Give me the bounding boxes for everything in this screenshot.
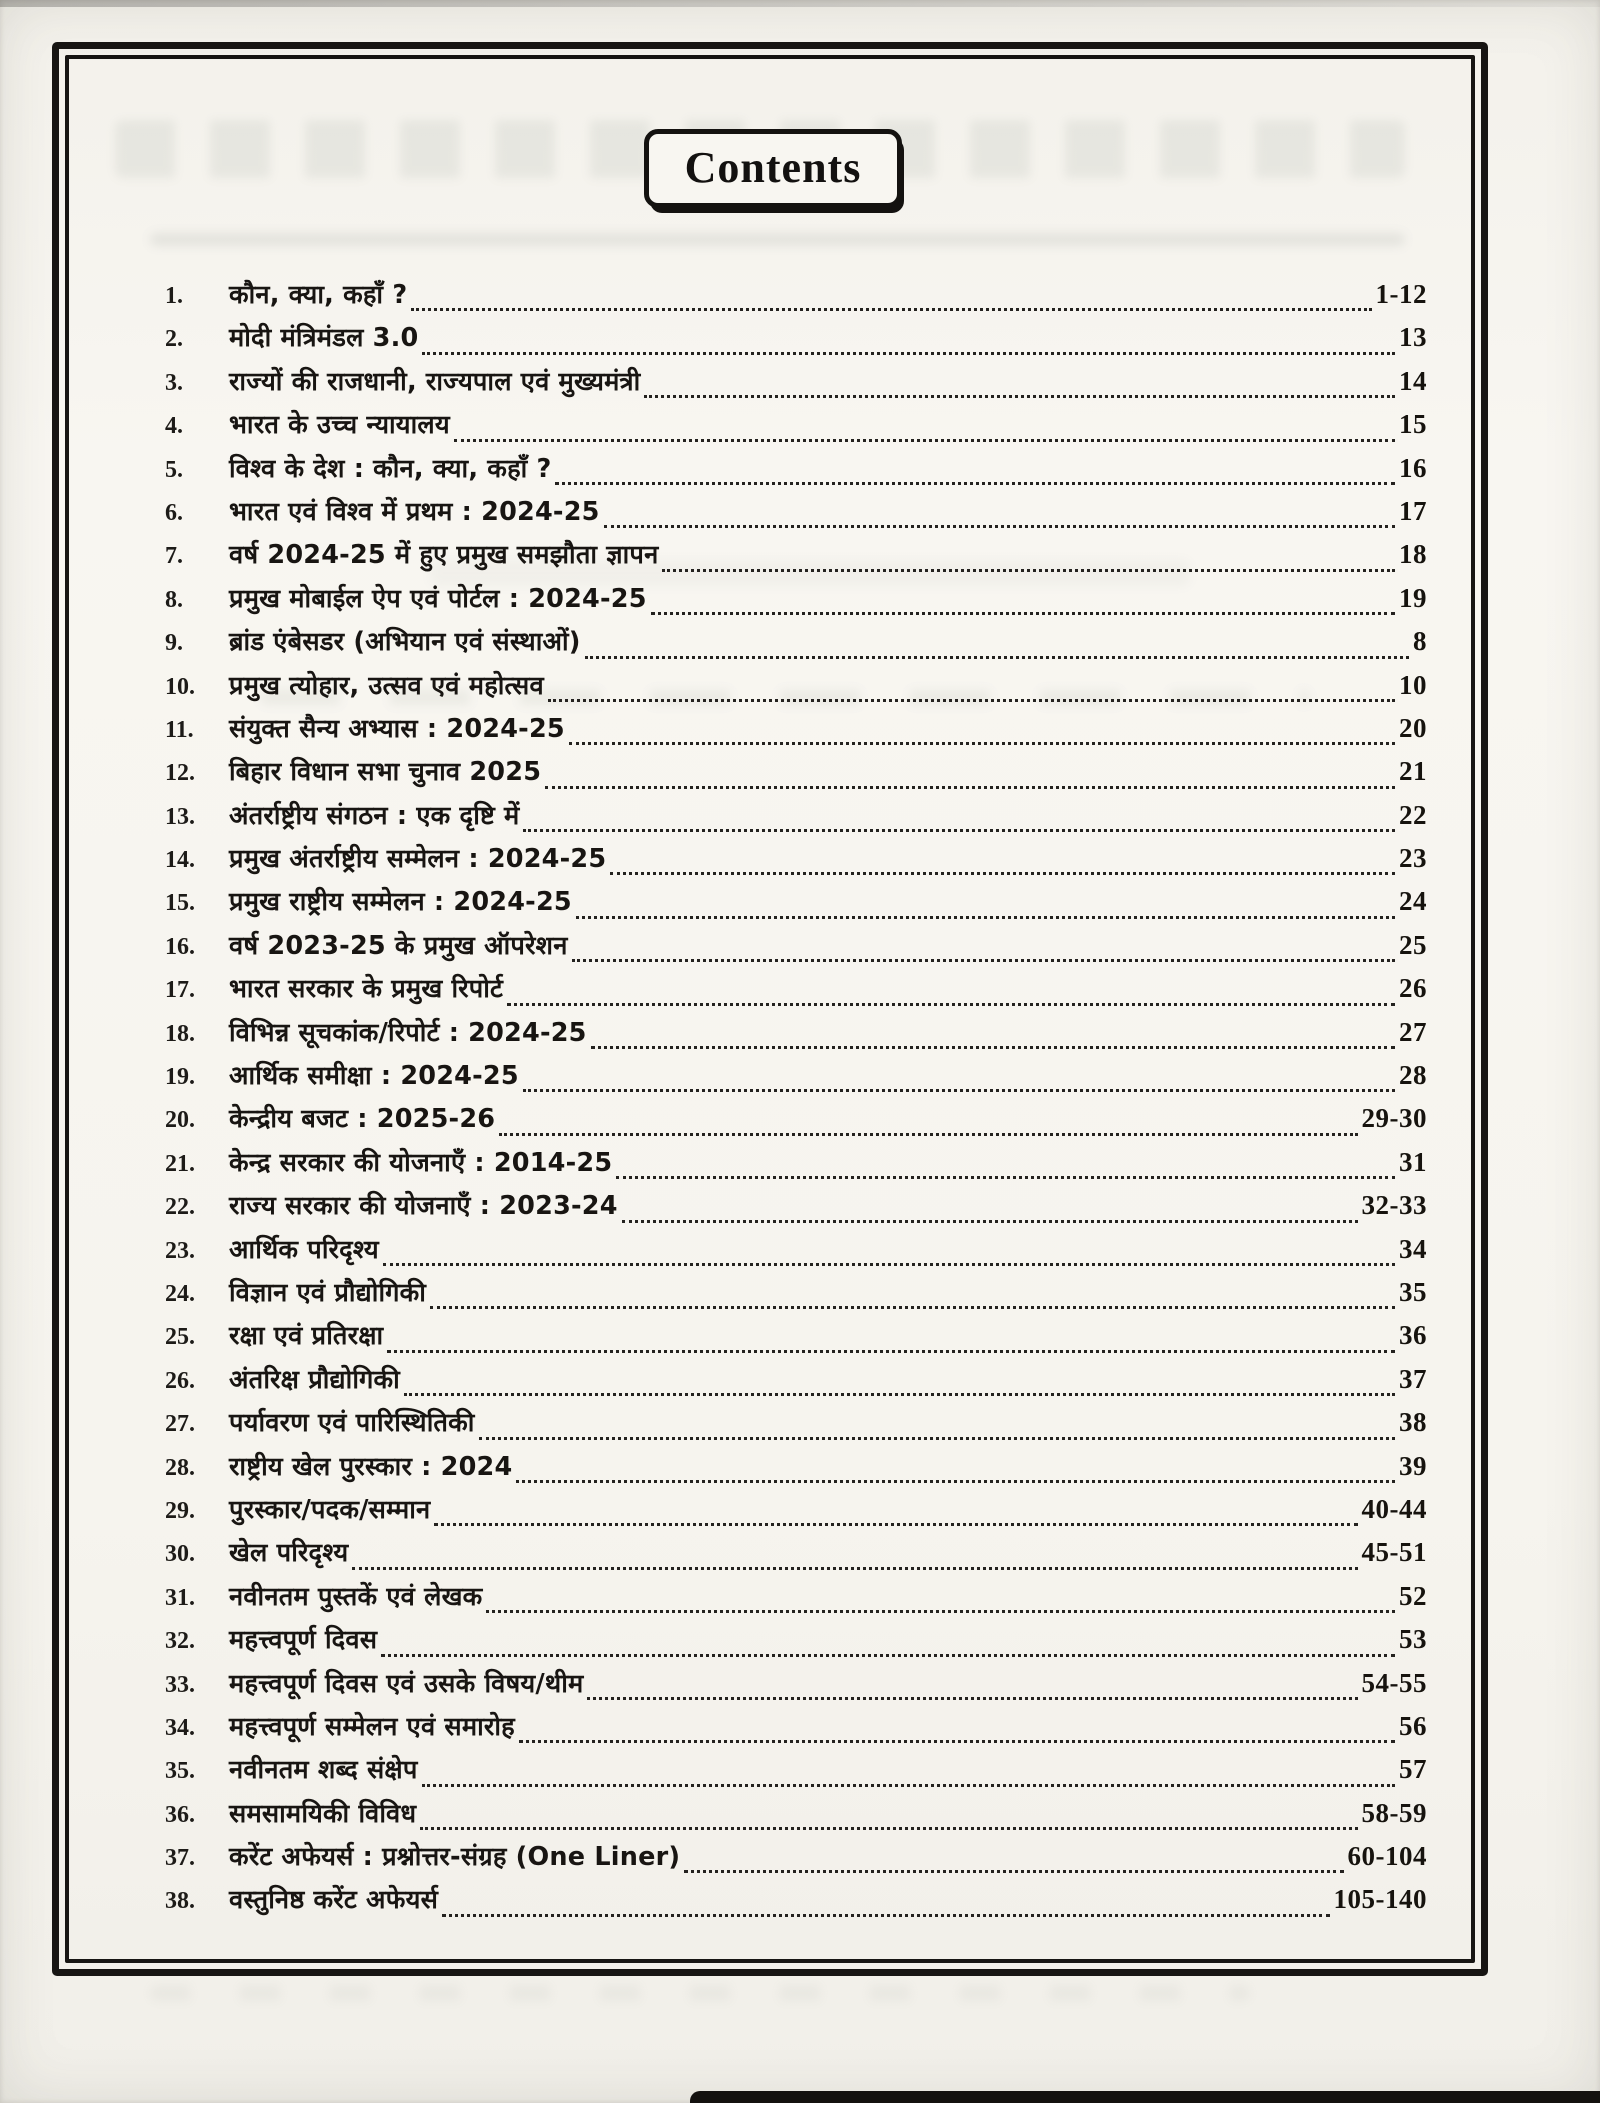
dot-leader-icon [387,1350,1395,1353]
toc-entry-number: 3. [165,369,183,396]
toc-entry [165,1579,1427,1622]
toc-entry-number: 7. [165,543,183,570]
toc-entry-title: भारत के उच्च न्यायालय [229,410,450,441]
dot-leader-icon [434,1523,1357,1526]
dot-leader-icon [548,699,1395,702]
toc-entry-title: नवीनतम शब्द संक्षेप [229,1755,418,1786]
toc-entry [165,1882,1427,1925]
toc-entry-title: करेंट अफेयर्स : प्रश्नोत्तर-संग्रह (One Liner) [229,1842,681,1873]
toc-entry-number: 22. [165,1194,195,1221]
toc-entry-page: 36 [1399,1320,1427,1351]
toc-entry [165,277,1427,320]
toc-entry [165,1405,1427,1448]
toc-entry-number: 28. [165,1454,195,1481]
toc-entry-number: 33. [165,1671,195,1698]
toc-entry-number: 8. [165,586,183,613]
dot-leader-icon [523,829,1395,832]
toc-entry-page: 20 [1399,712,1427,743]
toc-entry [165,711,1427,754]
toc-entry-title: राज्यों की राजधानी, राज्यपाल एवं मुख्यमंत्री [229,366,641,397]
dot-leader-icon [383,1263,1395,1266]
dot-leader-icon [523,1089,1395,1092]
toc-entry-title: महत्त्वपूर्ण दिवस [229,1625,378,1656]
toc-entry-title: संयुक्त सैन्य अभ्यास : 2024-25 [229,713,565,744]
toc-entry [165,1622,1427,1665]
toc-entry-page: 25 [1399,929,1427,960]
toc-entry-number: 18. [165,1020,195,1047]
dot-leader-icon [587,1697,1357,1700]
dot-leader-icon [411,308,1371,311]
toc-entry [165,1145,1427,1188]
dot-leader-icon [479,1437,1395,1440]
toc-entry [165,668,1427,711]
toc-entry-page: 8 [1413,626,1427,657]
toc-entry-page: 27 [1399,1016,1427,1047]
toc-entry-number: 34. [165,1714,195,1741]
dot-leader-icon [516,1480,1395,1483]
page-title: Contents [644,129,903,208]
toc-entry-number: 2. [165,326,183,353]
toc-entry [165,407,1427,450]
dot-leader-icon [555,482,1395,485]
toc-entry-page: 21 [1399,756,1427,787]
dot-leader-icon [644,395,1395,398]
toc-entry-page: 32-33 [1361,1190,1427,1221]
dot-leader-icon [684,1870,1343,1873]
toc-entry [165,1796,1427,1839]
toc-entry-number: 11. [165,716,194,743]
toc-entry-page: 26 [1399,973,1427,1004]
toc-entry [165,537,1427,580]
title-row [115,129,1431,213]
toc-entry-page: 60-104 [1347,1841,1427,1872]
toc-entry-page: 58-59 [1361,1797,1427,1828]
toc-entry-number: 38. [165,1888,195,1915]
toc-list [115,277,1431,1926]
dot-leader-icon [404,1393,1395,1396]
toc-entry-number: 17. [165,977,195,1004]
toc-entry [165,1362,1427,1405]
toc-entry-number: 13. [165,803,195,830]
dot-leader-icon [422,1784,1395,1787]
toc-entry-page: 24 [1399,886,1427,917]
toc-entry-title: पुरस्कार/पदक/सम्मान [229,1494,431,1525]
toc-entry-title: विश्व के देश : कौन, क्या, कहाँ ? [229,453,552,484]
dot-leader-icon [454,439,1395,442]
toc-entry [165,928,1427,971]
toc-entry [165,364,1427,407]
toc-entry-title: मोदी मंत्रिमंडल 3.0 [229,323,419,354]
toc-entry-page: 28 [1399,1060,1427,1091]
toc-entry [165,320,1427,363]
toc-entry-title: भारत एवं विश्व में प्रथम : 2024-25 [229,496,600,527]
toc-entry-title: राज्य सरकार की योजनाएँ : 2023-24 [229,1191,618,1222]
toc-entry-number: 21. [165,1150,195,1177]
toc-entry-number: 29. [165,1497,195,1524]
toc-entry-number: 4. [165,413,183,440]
dot-leader-icon [651,612,1395,615]
toc-entry-number: 24. [165,1280,195,1307]
toc-entry-page: 37 [1399,1363,1427,1394]
toc-entry-number: 35. [165,1758,195,1785]
toc-entry [165,1188,1427,1231]
toc-entry [165,581,1427,624]
toc-entry-page: 13 [1399,322,1427,353]
toc-entry-number: 10. [165,673,195,700]
toc-entry-number: 16. [165,933,195,960]
toc-entry-title: वस्तुनिष्ठ करेंट अफेयर्स [229,1885,439,1916]
toc-entry-page: 34 [1399,1233,1427,1264]
dot-leader-icon [576,916,1395,919]
toc-entry-title: समसामयिकी विविध [229,1798,417,1829]
page-border-outer [52,42,1488,1976]
dot-leader-icon [610,872,1395,875]
toc-entry-title: प्रमुख राष्ट्रीय सम्मेलन : 2024-25 [229,887,572,918]
toc-entry-title: महत्त्वपूर्ण दिवस एवं उसके विषय/थीम [229,1668,584,1699]
toc-entry-number: 37. [165,1845,195,1872]
toc-entry-page: 53 [1399,1624,1427,1655]
toc-entry-number: 5. [165,456,183,483]
toc-entry [165,1232,1427,1275]
toc-entry-number: 20. [165,1107,195,1134]
dot-leader-icon [442,1914,1329,1917]
toc-entry-number: 30. [165,1541,195,1568]
dot-leader-icon [591,1046,1395,1049]
toc-entry-number: 12. [165,760,195,787]
toc-entry-page: 22 [1399,799,1427,830]
toc-entry-page: 14 [1399,365,1427,396]
dot-leader-icon [486,1610,1395,1613]
dot-leader-icon [545,786,1395,789]
toc-entry-title: वर्ष 2024-25 में हुए प्रमुख समझौता ज्ञापन [229,540,659,571]
toc-entry-page: 35 [1399,1276,1427,1307]
toc-entry [165,1449,1427,1492]
toc-entry [165,884,1427,927]
dot-leader-icon [585,656,1409,659]
dot-leader-icon [569,742,1395,745]
toc-entry-number: 14. [165,847,195,874]
dot-leader-icon [499,1133,1357,1136]
toc-entry-title: अंतर्राष्ट्रीय संगठन : एक दृष्टि में [229,800,520,831]
toc-entry [165,624,1427,667]
dot-leader-icon [507,1003,1395,1006]
dot-leader-icon [662,569,1395,572]
toc-entry [165,798,1427,841]
toc-entry-title: बिहार विधान सभा चुनाव 2025 [229,757,542,788]
toc-entry-title: वर्ष 2023-25 के प्रमुख ऑपरेशन [229,930,568,961]
toc-entry [165,451,1427,494]
toc-entry-title: ब्रांड एंबेसडर (अभियान एवं संस्थाओं) [229,627,581,658]
toc-entry-number: 25. [165,1324,195,1351]
toc-entry [165,841,1427,884]
toc-entry-number: 19. [165,1064,195,1091]
toc-entry [165,1101,1427,1144]
dot-leader-icon [352,1567,1357,1570]
toc-entry-title: अंतरिक्ष प्रौद्योगिकी [229,1364,400,1395]
toc-entry [165,971,1427,1014]
toc-entry-number: 6. [165,499,183,526]
toc-entry [165,1752,1427,1795]
toc-entry-title: विज्ञान एवं प्रौद्योगिकी [229,1277,427,1308]
toc-entry-title: खेल परिदृश्य [229,1538,349,1569]
toc-entry-page: 23 [1399,843,1427,874]
toc-entry-title: केन्द्र सरकार की योजनाएँ : 2014-25 [229,1147,613,1178]
dot-leader-icon [422,352,1395,355]
toc-entry-page: 1-12 [1375,279,1427,309]
toc-entry-title: महत्त्वपूर्ण सम्मेलन एवं समारोह [229,1711,515,1742]
dot-leader-icon [381,1654,1395,1657]
dot-leader-icon [604,525,1395,528]
toc-entry-page: 39 [1399,1450,1427,1481]
toc-entry-page: 45-51 [1361,1537,1427,1568]
toc-entry-title: प्रमुख मोबाईल ऐप एवं पोर्टल : 2024-25 [229,583,647,614]
toc-entry-number: 23. [165,1237,195,1264]
dot-leader-icon [430,1306,1395,1309]
scan-edge-artifact-bottom [690,2091,1600,2103]
toc-entry-page: 10 [1399,669,1427,700]
toc-entry [165,1275,1427,1318]
toc-entry-page: 57 [1399,1754,1427,1785]
toc-entry-title: प्रमुख अंतर्राष्ट्रीय सम्मेलन : 2024-25 [229,844,607,875]
bleed-through-artifact [150,1985,1250,2001]
toc-entry-title: पर्यावरण एवं पारिस्थितिकी [229,1408,475,1439]
toc-entry-page: 18 [1399,539,1427,570]
toc-entry-number: 1. [165,283,183,309]
toc-entry [165,1839,1427,1882]
toc-entry-title: रक्षा एवं प्रतिरक्षा [229,1321,384,1352]
toc-entry [165,1709,1427,1752]
toc-entry-page: 19 [1399,582,1427,613]
toc-entry [165,1492,1427,1535]
scan-edge-artifact-top [0,0,1600,7]
toc-entry-title: केन्द्रीय बजट : 2025-26 [229,1104,496,1135]
toc-entry-page: 52 [1399,1580,1427,1611]
toc-entry-page: 17 [1399,495,1427,526]
toc-entry-number: 15. [165,890,195,917]
toc-entry-page: 16 [1399,452,1427,483]
toc-entry-page: 56 [1399,1710,1427,1741]
toc-entry-page: 38 [1399,1407,1427,1438]
toc-entry-page: 54-55 [1361,1667,1427,1698]
toc-entry-title: नवीनतम पुस्तकें एवं लेखक [229,1581,483,1612]
toc-entry-title: भारत सरकार के प्रमुख रिपोर्ट [229,974,504,1005]
toc-entry-title: विभिन्न सूचकांक/रिपोर्ट : 2024-25 [229,1017,587,1048]
toc-entry-page: 29-30 [1361,1103,1427,1134]
toc-entry-title: कौन, क्या, कहाँ ? [229,280,408,310]
toc-entry [165,1535,1427,1578]
toc-entry [165,494,1427,537]
toc-entry-number: 27. [165,1411,195,1438]
dot-leader-icon [572,959,1395,962]
toc-entry [165,1318,1427,1361]
dot-leader-icon [616,1176,1395,1179]
dot-leader-icon [622,1220,1358,1223]
toc-entry-title: आर्थिक समीक्षा : 2024-25 [229,1061,519,1092]
toc-entry [165,1058,1427,1101]
toc-entry-number: 31. [165,1584,195,1611]
toc-entry-page: 40-44 [1361,1493,1427,1524]
toc-entry-title: आर्थिक परिदृश्य [229,1234,379,1265]
page-border-inner [65,55,1475,1963]
toc-entry-page: 105-140 [1333,1884,1427,1915]
toc-entry-title: प्रमुख त्योहार, उत्सव एवं महोत्सव [229,670,544,701]
dot-leader-icon [420,1827,1357,1830]
toc-entry [165,1666,1427,1709]
toc-entry-number: 26. [165,1367,195,1394]
toc-entry-page: 31 [1399,1146,1427,1177]
toc-entry-number: 36. [165,1801,195,1828]
toc-entry-title: राष्ट्रीय खेल पुरस्कार : 2024 [229,1451,513,1482]
toc-entry-number: 9. [165,630,183,657]
toc-entry [165,1015,1427,1058]
toc-entry-number: 32. [165,1628,195,1655]
toc-entry [165,754,1427,797]
toc-entry-page: 15 [1399,409,1427,440]
dot-leader-icon [519,1740,1395,1743]
